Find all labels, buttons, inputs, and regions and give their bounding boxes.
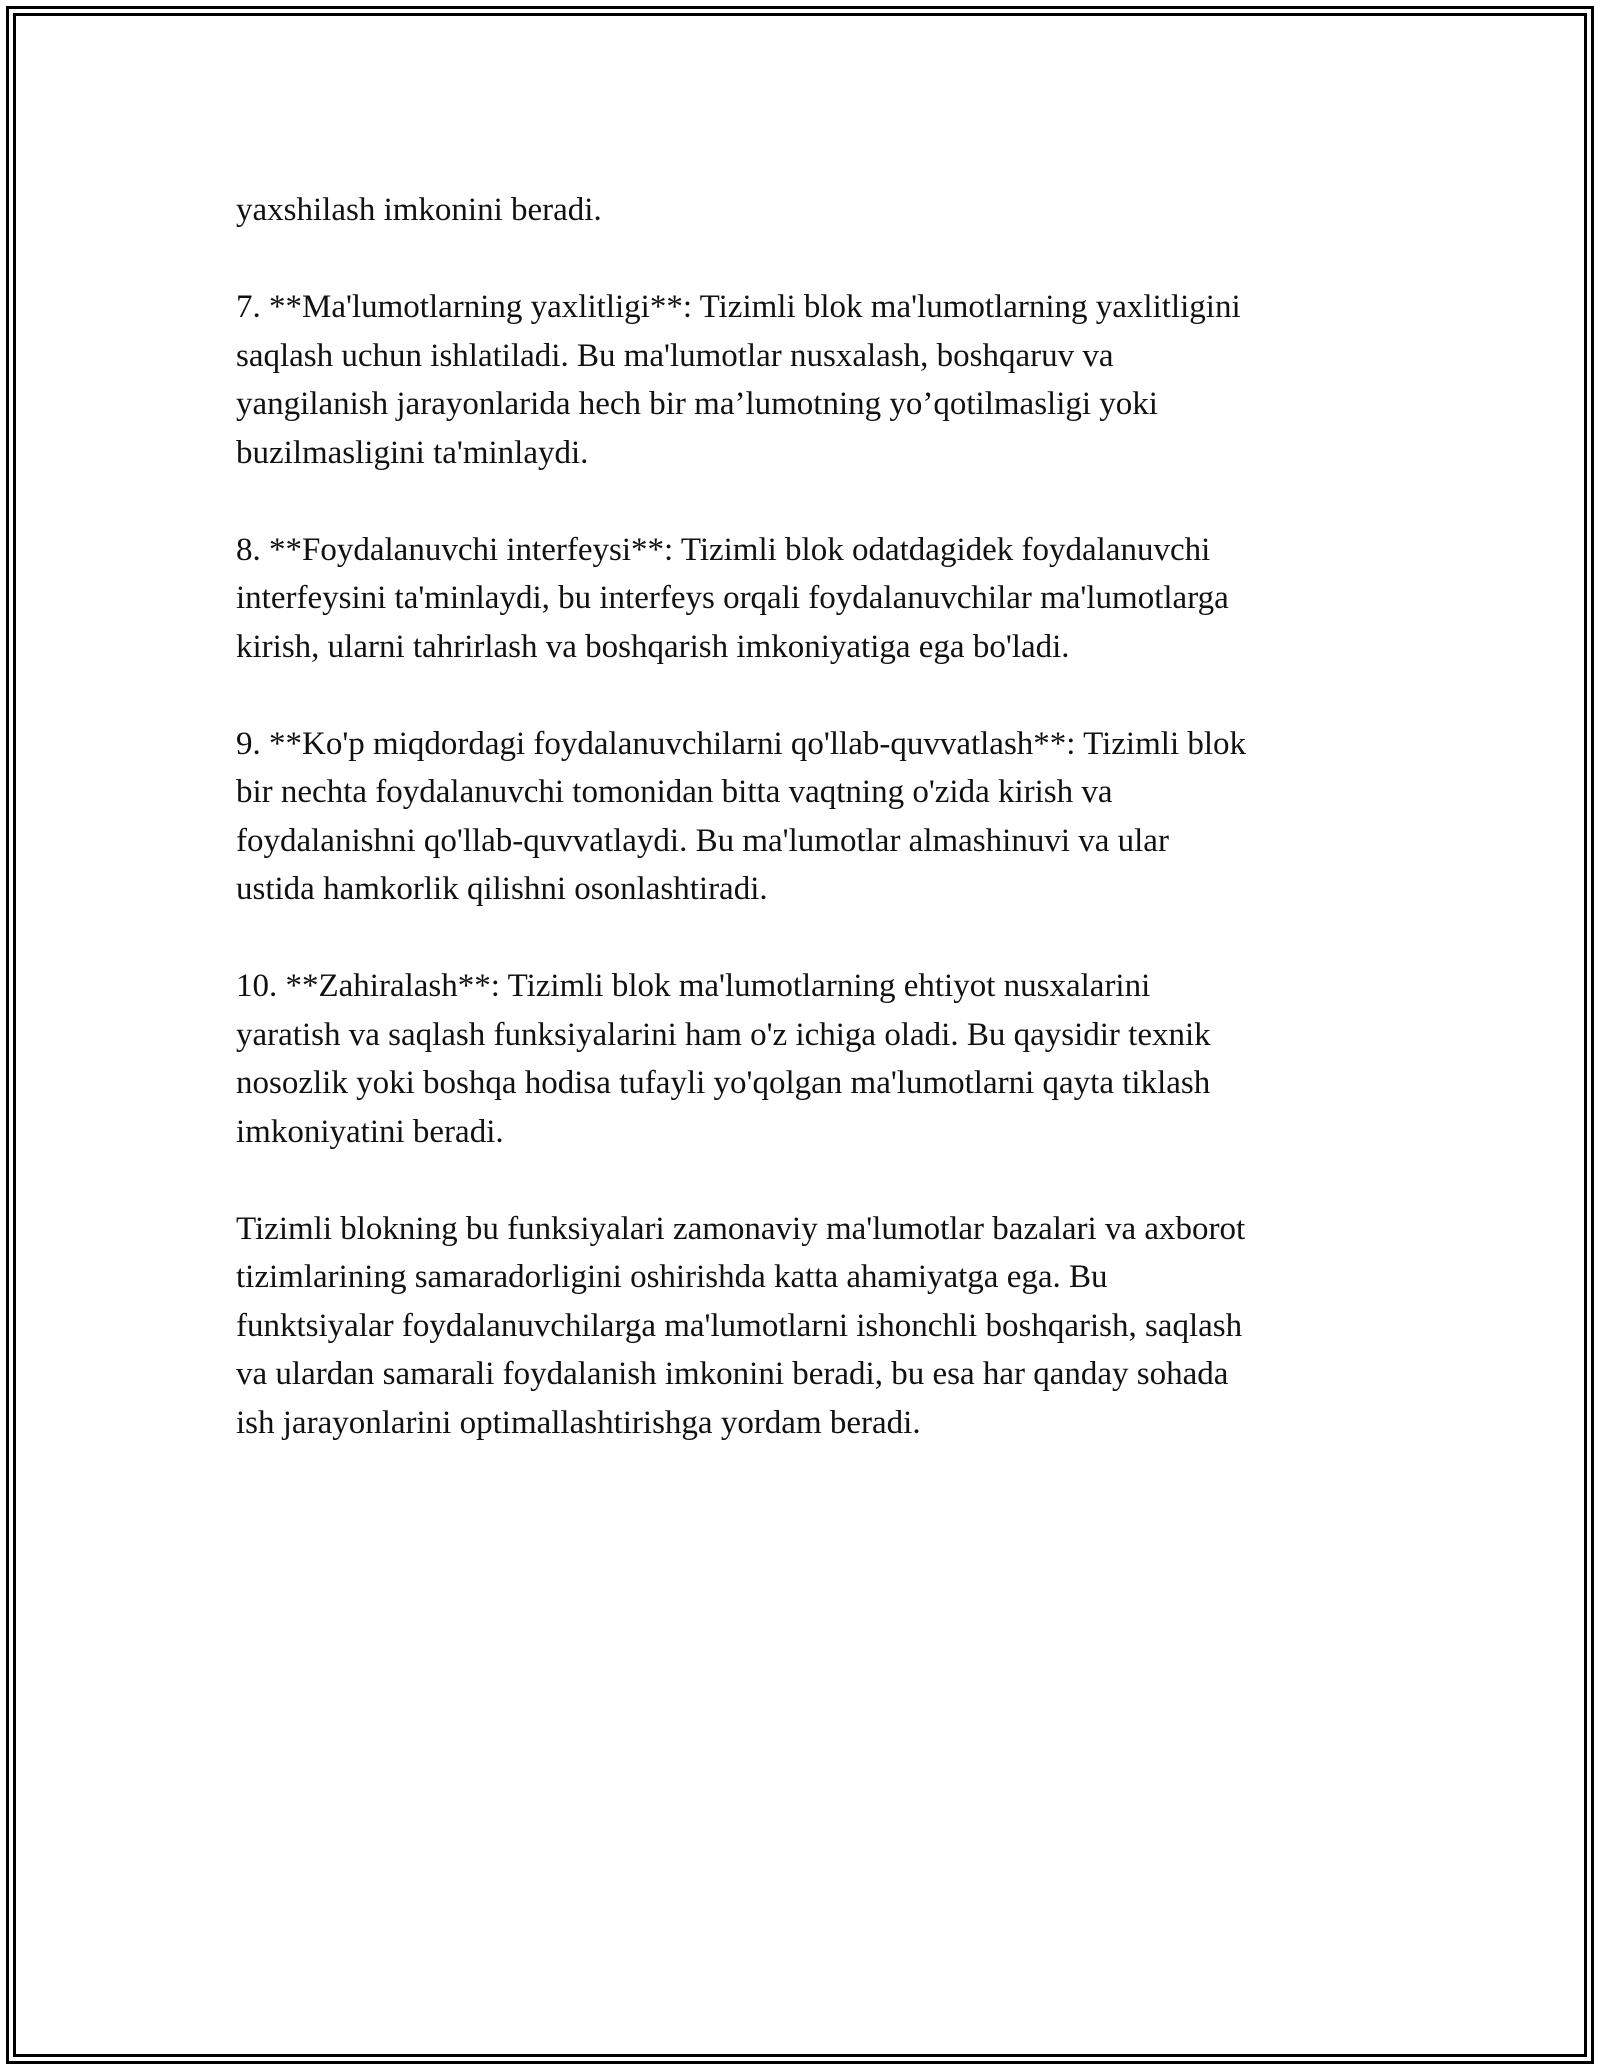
- text-line: 9. **Ko'p miqdordagi foydalanuvchilarni qo'llab-quvvatlash**: Tizimli blok: [236, 725, 1247, 762]
- paragraph-spacer: [236, 914, 1376, 963]
- text-line: yaratish va saqlash funksiyalarini ham o'z ichiga oladi. Bu qaysidir texnik: [236, 1016, 1211, 1053]
- paragraph-item-7: [236, 283, 1376, 477]
- text-line: nosozlik yoki boshqa hodisa tufayli yo'qolgan ma'lumotlarni qayta tiklash: [236, 1065, 1211, 1101]
- paragraph-item-9: [236, 720, 1376, 914]
- paragraph-spacer: [236, 1156, 1376, 1205]
- text-line: 8. **Foydalanuvchi interfeysi**: Tizimli blok odatdagidek foydalanuvchi: [236, 531, 1211, 568]
- paragraph-item-8: [236, 526, 1376, 672]
- text-line: ustida hamkorlik qilishni osonlashtiradi.: [236, 871, 768, 907]
- text-line: buzilmasligini ta'minlaydi.: [236, 434, 589, 471]
- text-line: va ulardan samarali foydalanish imkonini beradi, bu esa har qanday sohada: [236, 1356, 1229, 1392]
- paragraph-spacer: [236, 235, 1376, 284]
- paragraph-spacer: [236, 477, 1376, 526]
- text-line: ish jarayonlarini optimallashtirishga yordam beradi.: [236, 1404, 921, 1441]
- text-line: Tizimli blokning bu funksiyalari zamonaviy ma'lumotlar bazalari va axborot: [236, 1210, 1246, 1247]
- text-line: foydalanishni qo'llab-quvvatlaydi. Bu ma'lumotlar almashinuvi va ular: [236, 822, 1169, 859]
- document-body: [236, 186, 1376, 1447]
- text-line: tizimlarining samaradorligini oshirishda katta ahamiyatga ega. Bu: [236, 1259, 1108, 1295]
- text-line: imkoniyatini beradi.: [236, 1113, 504, 1150]
- paragraph-conclusion: [236, 1205, 1376, 1448]
- text-line: saqlash uchun ishlatiladi. Bu ma'lumotlar nusxalash, boshqaruv va: [236, 337, 1114, 374]
- text-line: yaxshilash imkonini beradi.: [236, 192, 602, 228]
- paragraph-continuation: [236, 186, 1376, 235]
- paragraph-item-10: [236, 962, 1376, 1156]
- text-line: bir nechta foydalanuvchi tomonidan bitta vaqtning o'zida kirish va: [236, 774, 1113, 810]
- text-line: 10. **Zahiralash**: Tizimli blok ma'lumotlarning ehtiyot nusxalarini: [236, 968, 1151, 1004]
- text-line: 7. **Ma'lumotlarning yaxlitligi**: Tizimli blok ma'lumotlarning yaxlitligini: [236, 289, 1241, 325]
- text-line: interfeysini ta'minlaydi, bu interfeys orqali foydalanuvchilar ma'lumotlarga: [236, 580, 1229, 616]
- text-line: funktsiyalar foydalanuvchilarga ma'lumotlarni ishonchli boshqarish, saqlash: [236, 1307, 1243, 1344]
- text-line: yangilanish jarayonlarida hech bir ma’lumotning yo’qotilmasligi yoki: [236, 386, 1158, 422]
- paragraph-spacer: [236, 671, 1376, 720]
- text-line: kirish, ularni tahrirlash va boshqarish imkoniyatiga ega bo'ladi.: [236, 628, 1070, 665]
